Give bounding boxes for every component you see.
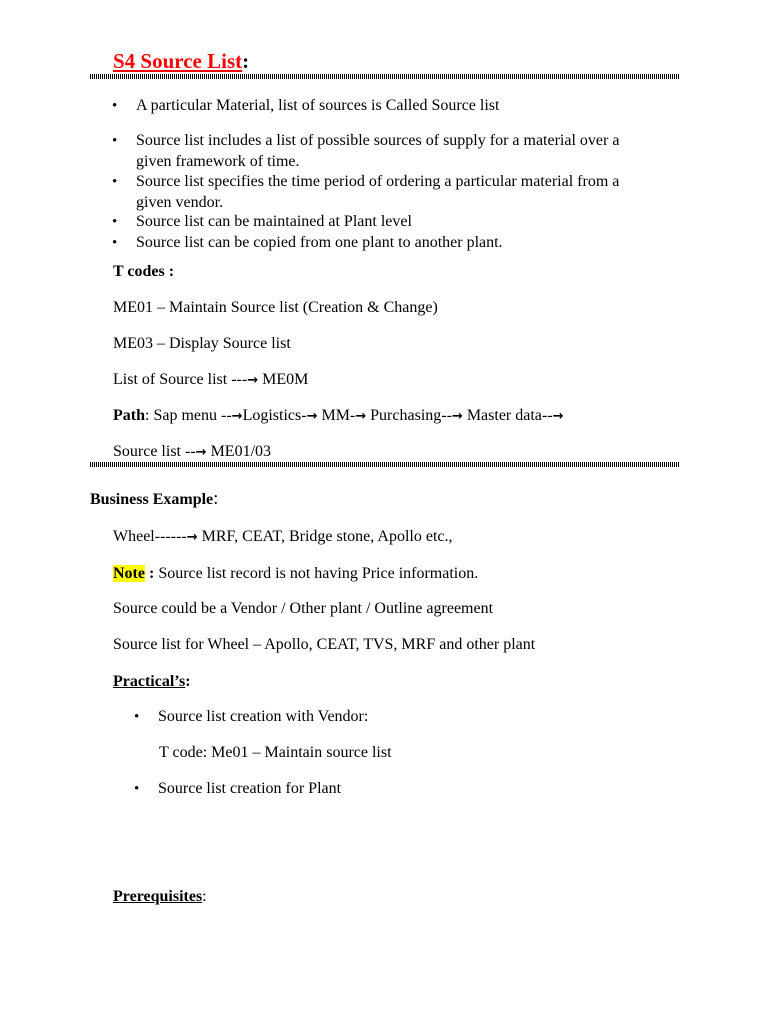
wheel-suffix: MRF, CEAT, Bridge stone, Apollo etc., bbox=[197, 528, 453, 545]
business-heading-colon: : bbox=[213, 488, 219, 509]
note-colon: : bbox=[144, 565, 155, 582]
bullet-icon: • bbox=[112, 235, 118, 251]
tcode-list bbox=[113, 370, 308, 391]
prerequisites-heading-colon: : bbox=[202, 888, 207, 905]
title-text: S4 Source List bbox=[113, 49, 243, 73]
top-divider bbox=[90, 74, 679, 79]
business-heading-text: Business Example bbox=[90, 491, 214, 508]
arrow-right-icon: → bbox=[195, 445, 207, 460]
list-item: A particular Material, list of sources is Called Source list bbox=[136, 97, 500, 114]
business-heading bbox=[90, 489, 218, 510]
path-label: Path bbox=[113, 407, 145, 424]
title-colon: : bbox=[242, 49, 250, 73]
note-label: Note bbox=[113, 565, 145, 582]
bottom-divider bbox=[90, 462, 679, 467]
bullet-icon: • bbox=[134, 781, 140, 797]
arrow-right-icon: → bbox=[306, 409, 318, 424]
bullet-icon: • bbox=[134, 709, 140, 725]
path-segment: Master data-- bbox=[462, 407, 553, 424]
arrow-right-icon: → bbox=[451, 409, 463, 424]
wheel-example bbox=[113, 527, 452, 548]
tcodes-heading: T codes : bbox=[113, 263, 175, 280]
bullet-icon: • bbox=[112, 98, 118, 114]
list-item-continued: given vendor. bbox=[136, 194, 224, 211]
source-wheel-line: Source list for Wheel – Apollo, CEAT, TVS, MRF and other plant bbox=[113, 636, 536, 653]
list-item: Source list creation for Plant bbox=[158, 780, 342, 797]
list-item: Source list specifies the time period of ordering a particular material from a bbox=[136, 173, 620, 190]
path-segment: : Sap menu -- bbox=[145, 407, 232, 424]
note-line bbox=[113, 564, 478, 584]
source-list-prefix: Source list -- bbox=[113, 443, 196, 460]
prerequisites-heading bbox=[113, 887, 207, 907]
arrow-right-icon: → bbox=[186, 530, 198, 545]
practicals-tcode: T code: Me01 – Maintain source list bbox=[159, 744, 392, 761]
page-title bbox=[113, 48, 249, 74]
tcode-list-prefix: List of Source list --- bbox=[113, 371, 248, 388]
bullet-icon: • bbox=[112, 133, 118, 149]
path-segment: MM- bbox=[317, 407, 356, 424]
arrow-right-icon: → bbox=[552, 409, 564, 424]
source-list-path bbox=[113, 442, 271, 463]
list-item: Source list can be copied from one plant to another plant. bbox=[136, 234, 503, 251]
path-segment: Purchasing-- bbox=[366, 407, 452, 424]
arrow-right-icon: → bbox=[247, 373, 259, 388]
wheel-prefix: Wheel------ bbox=[113, 528, 187, 545]
list-item-continued: given framework of time. bbox=[136, 153, 300, 170]
practicals-heading-colon: : bbox=[185, 673, 191, 690]
tcode-list-suffix: ME0M bbox=[258, 371, 309, 388]
prerequisites-heading-text: Prerequisites bbox=[113, 888, 203, 905]
tcode-me03: ME03 – Display Source list bbox=[113, 335, 291, 352]
bullet-icon: • bbox=[112, 214, 118, 230]
practicals-heading bbox=[113, 672, 191, 692]
list-item: Source list creation with Vendor: bbox=[158, 708, 369, 725]
path-segment: Logistics- bbox=[242, 407, 307, 424]
arrow-right-icon: → bbox=[231, 409, 243, 424]
arrow-right-icon: → bbox=[355, 409, 367, 424]
list-item: Source list can be maintained at Plant level bbox=[136, 213, 412, 230]
menu-path bbox=[113, 406, 563, 427]
tcode-me01: ME01 – Maintain Source list (Creation & Change) bbox=[113, 299, 438, 316]
list-item: Source list includes a list of possible sources of supply for a material over a bbox=[136, 132, 620, 149]
source-could-line: Source could be a Vendor / Other plant / Outline agreement bbox=[113, 600, 494, 617]
note-text: Source list record is not having Price information. bbox=[154, 565, 479, 582]
source-list-suffix: ME01/03 bbox=[206, 443, 272, 460]
bullet-icon: • bbox=[112, 174, 118, 190]
practicals-heading-text: Practical’s bbox=[113, 673, 186, 690]
